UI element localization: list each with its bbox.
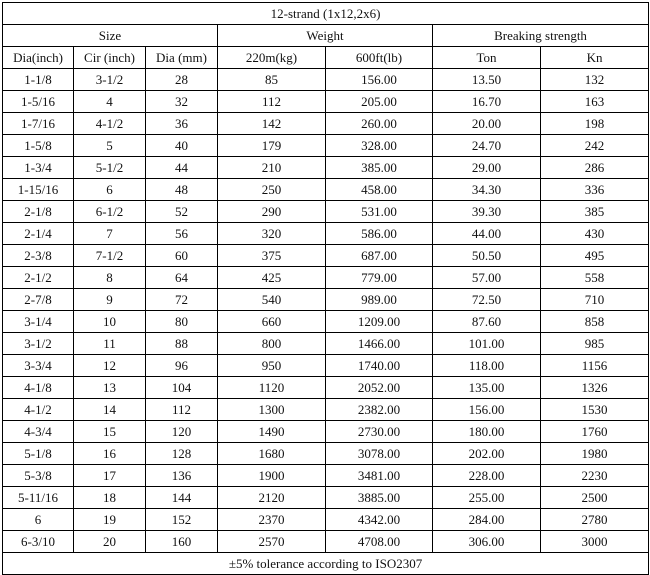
table-cell: 1980 <box>541 443 649 465</box>
table-cell: 3000 <box>541 531 649 553</box>
table-cell: 425 <box>218 267 326 289</box>
column-header: Cir (inch) <box>74 47 146 69</box>
table-cell: 1120 <box>218 377 326 399</box>
table-row <box>3 69 649 91</box>
column-header: Kn <box>541 47 649 69</box>
group-header-weight: Weight <box>218 25 433 47</box>
table-cell: 29.00 <box>433 157 541 179</box>
group-header-row <box>3 25 649 47</box>
table-cell: 17 <box>74 465 146 487</box>
table-cell: 1-15/16 <box>3 179 74 201</box>
table-cell: 64 <box>146 267 218 289</box>
table-cell: 60 <box>146 245 218 267</box>
table-cell: 13.50 <box>433 69 541 91</box>
table-cell: 4-1/8 <box>3 377 74 399</box>
footer-row <box>3 553 649 575</box>
group-header-size: Size <box>3 25 218 47</box>
table-cell: 4342.00 <box>326 509 433 531</box>
table-cell: 40 <box>146 135 218 157</box>
table-row <box>3 179 649 201</box>
table-cell: 1-5/8 <box>3 135 74 157</box>
table-cell: 19 <box>74 509 146 531</box>
table-cell: 430 <box>541 223 649 245</box>
table-cell: 4-1/2 <box>3 399 74 421</box>
table-cell: 4708.00 <box>326 531 433 553</box>
column-header: Ton <box>433 47 541 69</box>
table-cell: 1466.00 <box>326 333 433 355</box>
table-cell: 205.00 <box>326 91 433 113</box>
table-cell: 156.00 <box>433 399 541 421</box>
table-cell: 128 <box>146 443 218 465</box>
table-cell: 85 <box>218 69 326 91</box>
table-cell: 531.00 <box>326 201 433 223</box>
table-cell: 385 <box>541 201 649 223</box>
table-cell: 3-1/2 <box>3 333 74 355</box>
table-cell: 160 <box>146 531 218 553</box>
table-cell: 336 <box>541 179 649 201</box>
table-cell: 80 <box>146 311 218 333</box>
table-row <box>3 267 649 289</box>
table-cell: 12 <box>74 355 146 377</box>
table-cell: 1326 <box>541 377 649 399</box>
table-title: 12-strand (1x12,2x6) <box>3 3 649 25</box>
table-cell: 1680 <box>218 443 326 465</box>
table-cell: 5-1/8 <box>3 443 74 465</box>
table-row <box>3 509 649 531</box>
table-cell: 179 <box>218 135 326 157</box>
table-cell: 328.00 <box>326 135 433 157</box>
table-row <box>3 333 649 355</box>
table-cell: 1209.00 <box>326 311 433 333</box>
table-row <box>3 311 649 333</box>
table-cell: 286 <box>541 157 649 179</box>
table-row <box>3 135 649 157</box>
table-row <box>3 289 649 311</box>
table-cell: 6-1/2 <box>74 201 146 223</box>
title-row <box>3 3 649 25</box>
table-cell: 15 <box>74 421 146 443</box>
table-cell: 101.00 <box>433 333 541 355</box>
table-cell: 3-1/2 <box>74 69 146 91</box>
table-cell: 1490 <box>218 421 326 443</box>
table-cell: 540 <box>218 289 326 311</box>
table-row <box>3 377 649 399</box>
table-row <box>3 487 649 509</box>
table-row <box>3 157 649 179</box>
table-row <box>3 355 649 377</box>
tolerance-note: ±5% tolerance according to ISO2307 <box>3 553 649 575</box>
table-row <box>3 245 649 267</box>
table-cell: 132 <box>541 69 649 91</box>
table-row <box>3 421 649 443</box>
table-cell: 2-7/8 <box>3 289 74 311</box>
column-header-row <box>3 47 649 69</box>
table-row <box>3 223 649 245</box>
table-row <box>3 443 649 465</box>
table-cell: 1300 <box>218 399 326 421</box>
table-cell: 2370 <box>218 509 326 531</box>
table-row <box>3 531 649 553</box>
table-cell: 112 <box>218 91 326 113</box>
table-cell: 36 <box>146 113 218 135</box>
table-cell: 250 <box>218 179 326 201</box>
table-cell: 260.00 <box>326 113 433 135</box>
table-cell: 1-1/8 <box>3 69 74 91</box>
table-cell: 163 <box>541 91 649 113</box>
table-cell: 18 <box>74 487 146 509</box>
column-header: 220m(kg) <box>218 47 326 69</box>
table-cell: 1-5/16 <box>3 91 74 113</box>
table-cell: 20.00 <box>433 113 541 135</box>
table-cell: 104 <box>146 377 218 399</box>
table-cell: 44 <box>146 157 218 179</box>
rope-spec-table <box>2 2 649 575</box>
table-cell: 458.00 <box>326 179 433 201</box>
table-cell: 2500 <box>541 487 649 509</box>
table-cell: 2-1/2 <box>3 267 74 289</box>
table-cell: 3-3/4 <box>3 355 74 377</box>
table-cell: 1156 <box>541 355 649 377</box>
table-row <box>3 91 649 113</box>
table-cell: 6 <box>74 179 146 201</box>
table-cell: 2-3/8 <box>3 245 74 267</box>
table-cell: 2780 <box>541 509 649 531</box>
table-cell: 44.00 <box>433 223 541 245</box>
table-cell: 7 <box>74 223 146 245</box>
table-cell: 800 <box>218 333 326 355</box>
table-cell: 710 <box>541 289 649 311</box>
table-cell: 96 <box>146 355 218 377</box>
table-cell: 72.50 <box>433 289 541 311</box>
table-cell: 136 <box>146 465 218 487</box>
table-cell: 2-1/8 <box>3 201 74 223</box>
table-cell: 255.00 <box>433 487 541 509</box>
table-cell: 14 <box>74 399 146 421</box>
table-cell: 50.50 <box>433 245 541 267</box>
table-cell: 687.00 <box>326 245 433 267</box>
table-cell: 152 <box>146 509 218 531</box>
table-cell: 4-1/2 <box>74 113 146 135</box>
table-cell: 210 <box>218 157 326 179</box>
table-cell: 306.00 <box>433 531 541 553</box>
table-cell: 385.00 <box>326 157 433 179</box>
table-cell: 9 <box>74 289 146 311</box>
table-cell: 1-3/4 <box>3 157 74 179</box>
table-cell: 118.00 <box>433 355 541 377</box>
table-cell: 2230 <box>541 465 649 487</box>
table-cell: 1760 <box>541 421 649 443</box>
table-cell: 4-3/4 <box>3 421 74 443</box>
table-cell: 5-1/2 <box>74 157 146 179</box>
table-cell: 228.00 <box>433 465 541 487</box>
table-cell: 2570 <box>218 531 326 553</box>
group-header-breaking-strength: Breaking strength <box>433 25 649 47</box>
table-cell: 320 <box>218 223 326 245</box>
table-cell: 10 <box>74 311 146 333</box>
table-cell: 284.00 <box>433 509 541 531</box>
table-cell: 52 <box>146 201 218 223</box>
table-cell: 198 <box>541 113 649 135</box>
table-cell: 56 <box>146 223 218 245</box>
table-cell: 16.70 <box>433 91 541 113</box>
table-row <box>3 399 649 421</box>
table-cell: 135.00 <box>433 377 541 399</box>
table-cell: 1740.00 <box>326 355 433 377</box>
table-cell: 1530 <box>541 399 649 421</box>
table-cell: 2382.00 <box>326 399 433 421</box>
table-cell: 3481.00 <box>326 465 433 487</box>
table-row <box>3 201 649 223</box>
table-cell: 7-1/2 <box>74 245 146 267</box>
table-cell: 779.00 <box>326 267 433 289</box>
table-cell: 48 <box>146 179 218 201</box>
table-cell: 3078.00 <box>326 443 433 465</box>
table-cell: 4 <box>74 91 146 113</box>
table-cell: 3-1/4 <box>3 311 74 333</box>
table-cell: 2730.00 <box>326 421 433 443</box>
table-cell: 13 <box>74 377 146 399</box>
table-row <box>3 113 649 135</box>
table-cell: 28 <box>146 69 218 91</box>
table-cell: 120 <box>146 421 218 443</box>
table-cell: 242 <box>541 135 649 157</box>
table-cell: 5-3/8 <box>3 465 74 487</box>
table-cell: 20 <box>74 531 146 553</box>
table-cell: 87.60 <box>433 311 541 333</box>
table-cell: 88 <box>146 333 218 355</box>
table-cell: 6-3/10 <box>3 531 74 553</box>
table-cell: 6 <box>3 509 74 531</box>
table-cell: 3885.00 <box>326 487 433 509</box>
table-cell: 989.00 <box>326 289 433 311</box>
table-cell: 5-11/16 <box>3 487 74 509</box>
table-cell: 660 <box>218 311 326 333</box>
table-cell: 34.30 <box>433 179 541 201</box>
table-row <box>3 465 649 487</box>
table-cell: 2-1/4 <box>3 223 74 245</box>
table-cell: 8 <box>74 267 146 289</box>
table-cell: 5 <box>74 135 146 157</box>
table-cell: 142 <box>218 113 326 135</box>
table-cell: 2052.00 <box>326 377 433 399</box>
table-cell: 495 <box>541 245 649 267</box>
table-cell: 1900 <box>218 465 326 487</box>
table-cell: 985 <box>541 333 649 355</box>
table-cell: 16 <box>74 443 146 465</box>
table-cell: 180.00 <box>433 421 541 443</box>
table-cell: 858 <box>541 311 649 333</box>
table-cell: 11 <box>74 333 146 355</box>
column-header: Dia(inch) <box>3 47 74 69</box>
table-cell: 1-7/16 <box>3 113 74 135</box>
table-cell: 586.00 <box>326 223 433 245</box>
table-cell: 57.00 <box>433 267 541 289</box>
table-cell: 39.30 <box>433 201 541 223</box>
table-cell: 24.70 <box>433 135 541 157</box>
table-cell: 375 <box>218 245 326 267</box>
table-cell: 950 <box>218 355 326 377</box>
table-cell: 290 <box>218 201 326 223</box>
table-cell: 202.00 <box>433 443 541 465</box>
column-header: 600ft(lb) <box>326 47 433 69</box>
table-cell: 2120 <box>218 487 326 509</box>
column-header: Dia (mm) <box>146 47 218 69</box>
table-cell: 156.00 <box>326 69 433 91</box>
table-cell: 558 <box>541 267 649 289</box>
table-cell: 72 <box>146 289 218 311</box>
table-cell: 112 <box>146 399 218 421</box>
table-cell: 144 <box>146 487 218 509</box>
table-cell: 32 <box>146 91 218 113</box>
